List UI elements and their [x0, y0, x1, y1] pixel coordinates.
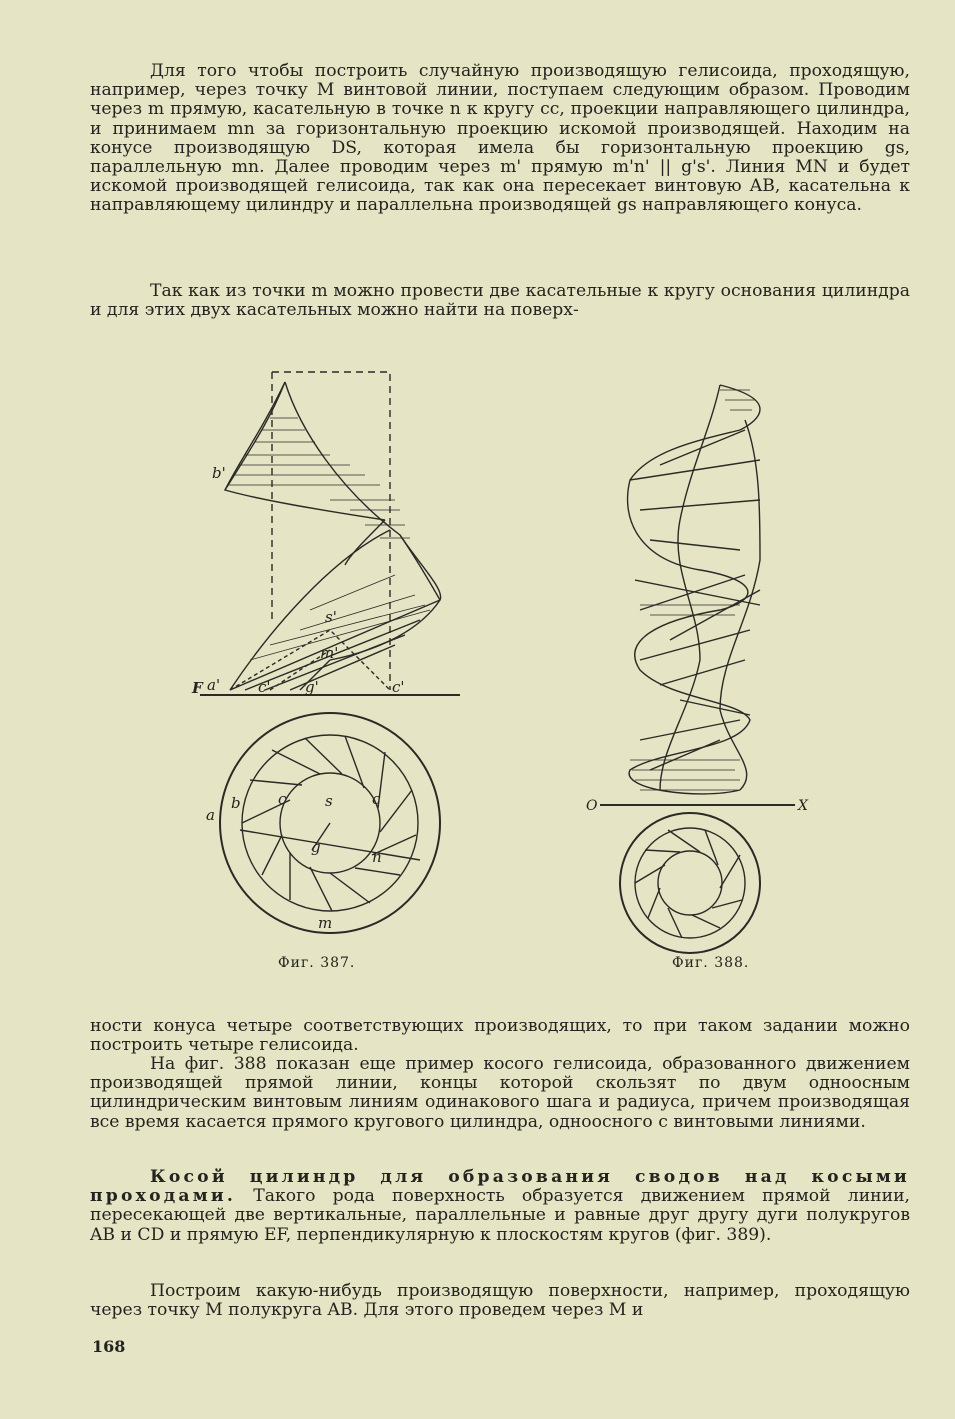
- svg-text:m: m: [318, 914, 333, 932]
- svg-text:g': g': [305, 678, 319, 696]
- svg-text:s: s: [325, 792, 333, 810]
- svg-text:F: F: [192, 679, 203, 697]
- svg-text:c: c: [278, 790, 287, 808]
- svg-text:n: n: [372, 848, 382, 866]
- svg-text:O: O: [586, 798, 598, 814]
- svg-text:c': c': [258, 678, 271, 696]
- paragraph-3: ности конуса четыре соответствующих производящих, то при таком задании можно построить четыре гелисоида.: [90, 1016, 910, 1056]
- svg-text:s': s': [325, 608, 337, 626]
- paragraph-5-body: Такого рода поверхность образуется движением прямой линии, пересекающей две вертикальные, параллельные и равные друг другу дуги полукругов AB и CD и прямую EF, перпендикулярную к плоскостям кругов (фиг. 389).: [90, 1186, 910, 1245]
- paragraph-5: [90, 1168, 910, 1245]
- paragraph-4: На фиг. 388 показан еще пример косого гелисоида, образованного движением производящей прямой линии, концы которой скользят по двум одноосным цилиндрическим винтовым линиям одинакового шага и радиуса, причем производящая все время касается прямого кругового цилиндра, одноосного с винтовыми линиями.: [90, 1054, 910, 1132]
- svg-text:g: g: [311, 838, 321, 856]
- page-number: 168: [92, 1337, 126, 1356]
- fig388-elevation: [600, 385, 795, 805]
- fig388-caption: Фиг. 388.: [672, 955, 750, 971]
- fig387-plan: [220, 713, 440, 933]
- svg-text:a: a: [206, 806, 215, 824]
- fig388-plan: [620, 813, 760, 953]
- section-heading: Косой цилиндр для образования сводов над косыми проходами.: [90, 1167, 910, 1207]
- svg-text:c': c': [392, 678, 405, 696]
- paragraph-2: Так как из точки m можно провести две касательные к кругу основания цилиндра и для этих двух касательных можно найти на поверх-: [90, 281, 910, 321]
- paragraph-1: Для того чтобы построить случайную производящую гелисоида, проходящую, например, через точку M винтовой линии, поступаем следующим образом. Проводим через m прямую, касательную в точке n к кругу cc, проекции направляющего цилиндра, и принимаем mn за горизонтальную проекцию искомой производящей. Находим на конусе производящую DS, которая имела бы горизонтальную проекцию gs, параллельную mn. Далее проводим через m' прямую m'n' || g's'. Линия MN и будет искомой производящей гелисоида, так как она пересекает винтовую AB, касательна к направляющему цилиндру и параллельна производящей gs направляющего конуса.: [90, 61, 910, 216]
- figures-area: [0, 360, 955, 980]
- figures-svg: [0, 360, 955, 980]
- svg-text:c: c: [372, 790, 381, 808]
- svg-text:m': m': [320, 644, 339, 662]
- svg-text:b': b': [212, 464, 226, 482]
- paragraph-6: Построим какую-нибудь производящую поверхности, например, проходящую через точку M полукруга AB. Для этого проведем через M и: [90, 1281, 910, 1321]
- svg-text:a': a': [207, 676, 221, 694]
- fig387-caption: Фиг. 387.: [278, 955, 356, 971]
- svg-text:X: X: [798, 798, 808, 814]
- svg-text:b: b: [231, 794, 241, 812]
